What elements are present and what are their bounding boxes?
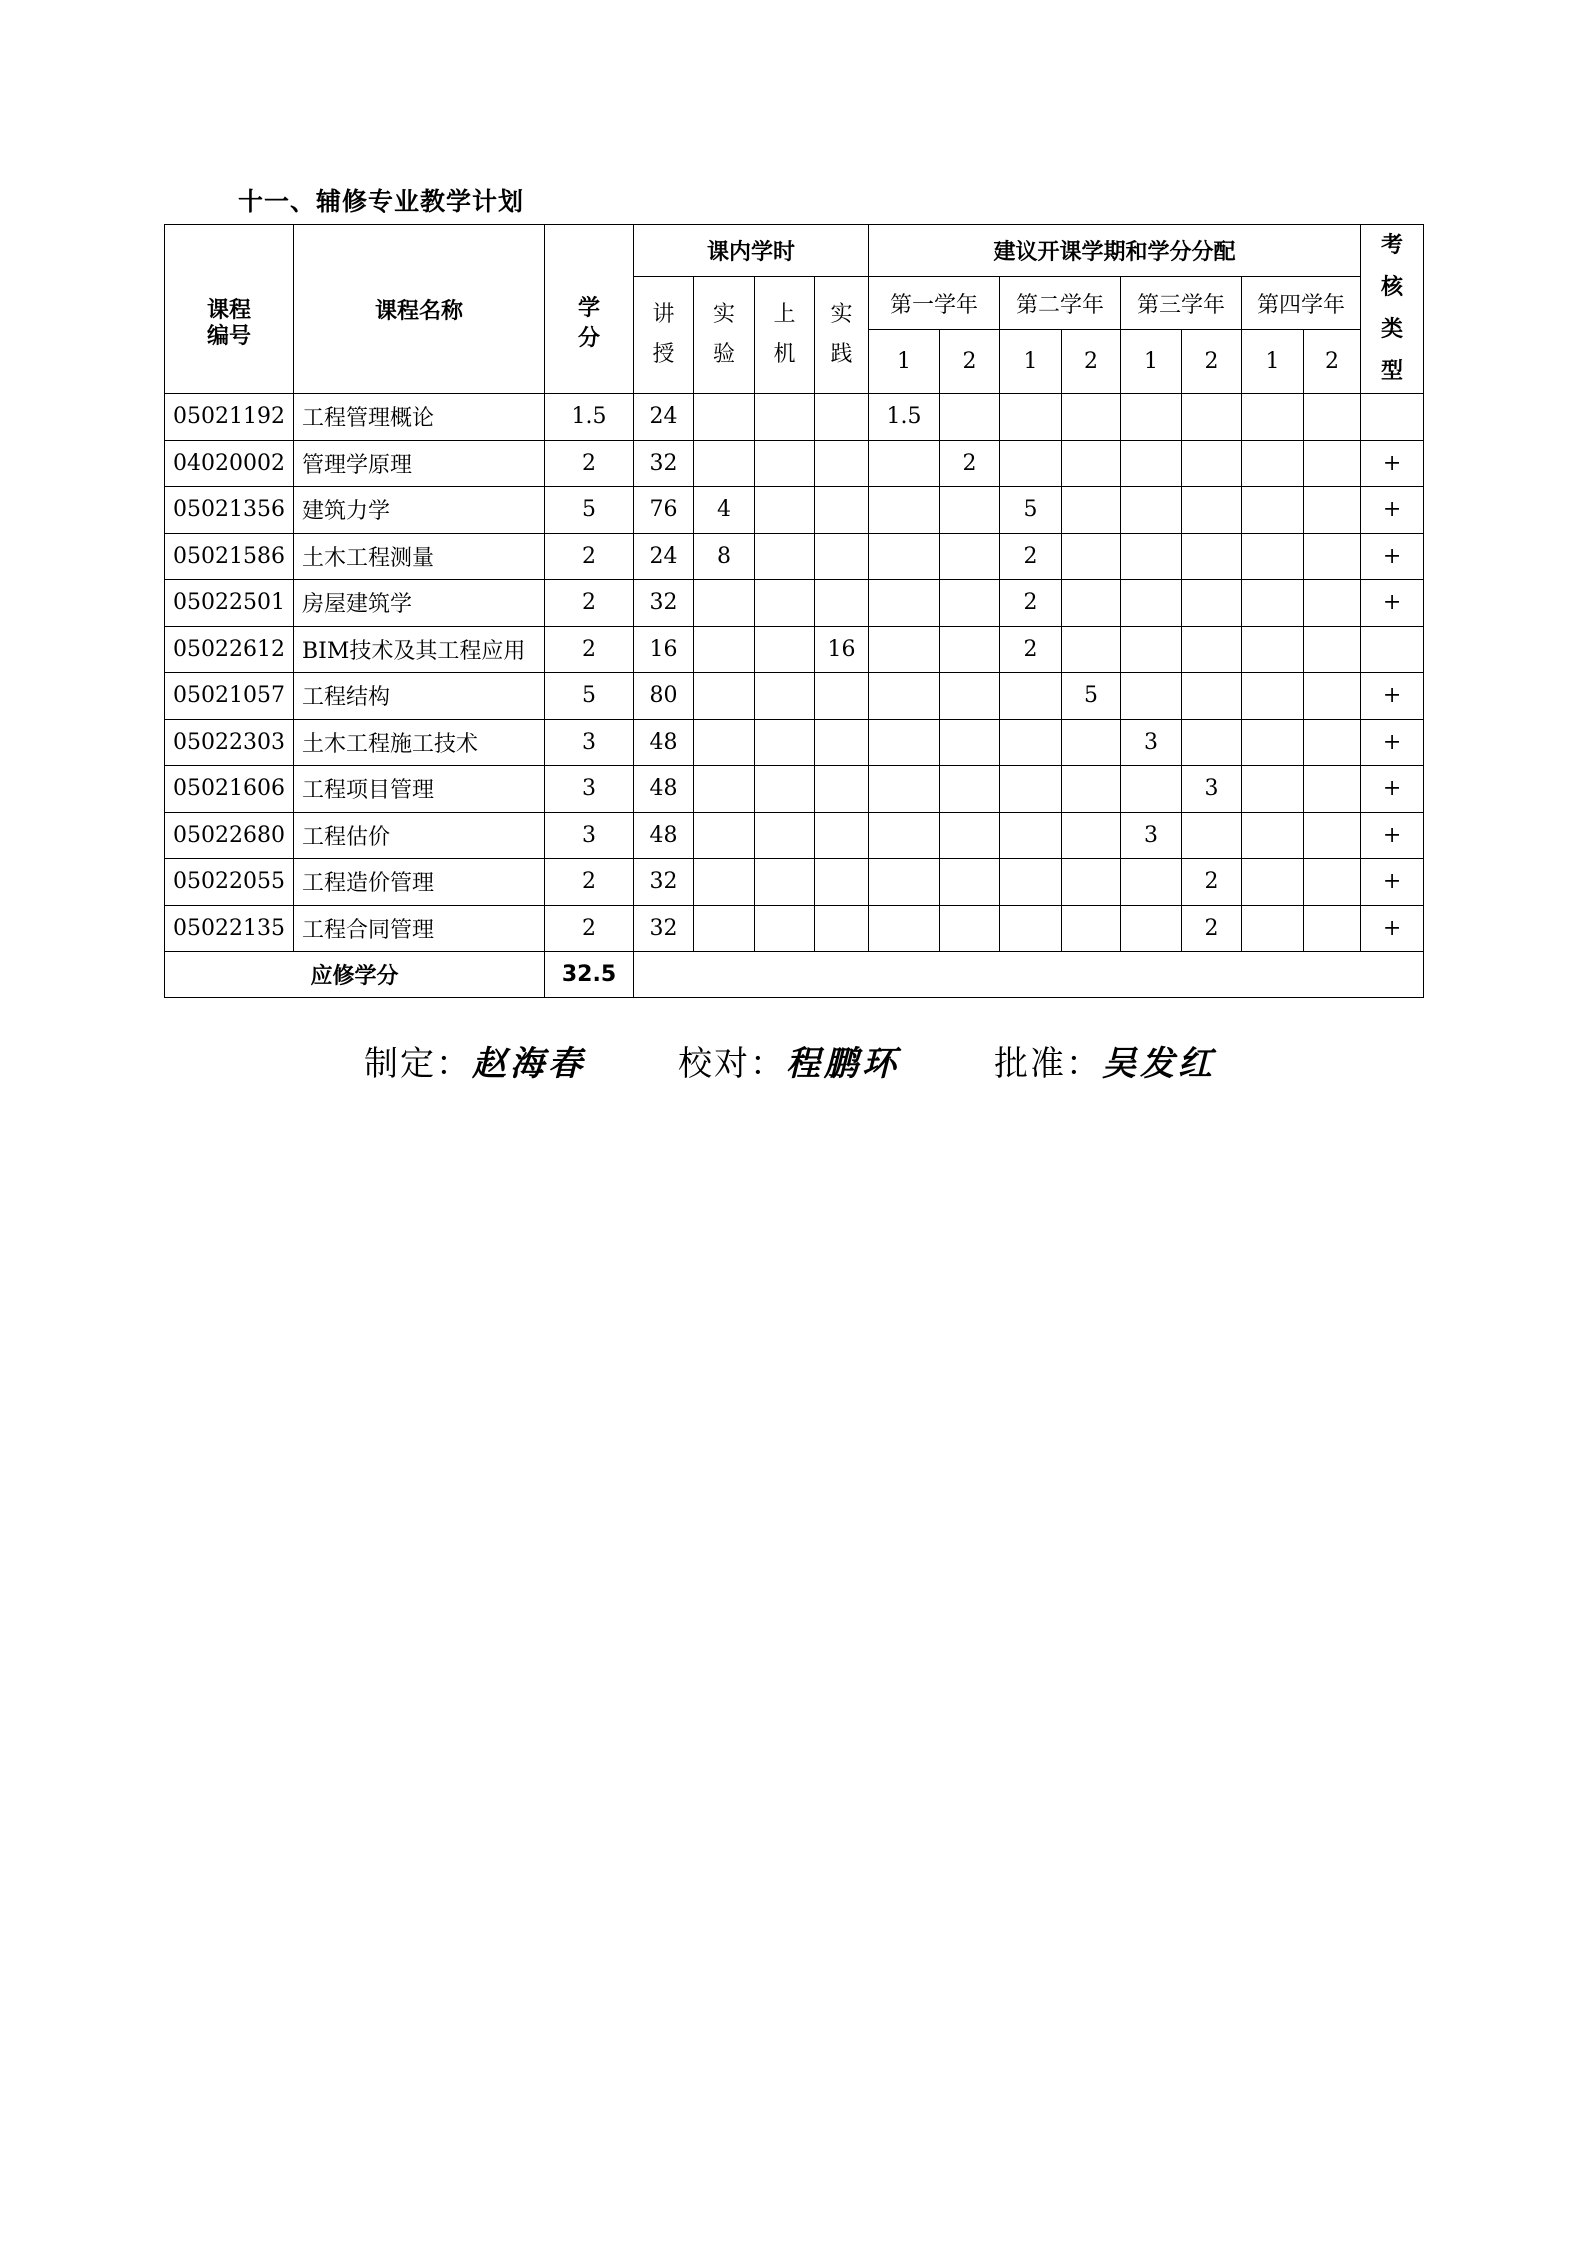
header-computer xyxy=(755,277,815,394)
credit-cell: 5 xyxy=(545,487,634,534)
credit-cell: 3 xyxy=(545,766,634,813)
header-y1-s1: 1 xyxy=(869,330,940,394)
semester-credit-cell xyxy=(1242,719,1304,766)
exam-type-cell: + xyxy=(1361,859,1424,906)
exam-type-cell: + xyxy=(1361,440,1424,487)
semester-credit-cell: 5 xyxy=(1000,487,1062,534)
table-row xyxy=(165,440,1424,487)
semester-credit-cell xyxy=(1121,487,1182,534)
semester-credit-cell xyxy=(940,905,1000,952)
practice-hours-cell xyxy=(815,440,869,487)
semester-credit-cell xyxy=(1000,766,1062,813)
semester-credit-cell xyxy=(1062,812,1121,859)
semester-credit-cell: 3 xyxy=(1121,812,1182,859)
semester-credit-cell xyxy=(1121,533,1182,580)
table-row xyxy=(165,812,1424,859)
semester-credit-cell xyxy=(1304,580,1361,627)
header-year2: 第二学年 xyxy=(1000,277,1121,330)
course-name-cell: 土木工程施工技术 xyxy=(294,719,545,766)
exam-type-cell: + xyxy=(1361,533,1424,580)
semester-credit-cell xyxy=(869,626,940,673)
teaching-plan-table xyxy=(164,224,1424,998)
semester-credit-cell xyxy=(1304,533,1361,580)
semester-credit-cell xyxy=(1000,812,1062,859)
course-code-cell: 05022501 xyxy=(165,580,294,627)
course-code-cell: 05022303 xyxy=(165,719,294,766)
semester-credit-cell xyxy=(1062,626,1121,673)
semester-credit-cell xyxy=(1242,533,1304,580)
semester-credit-cell xyxy=(1304,812,1361,859)
computer-hours-cell xyxy=(755,626,815,673)
semester-credit-cell xyxy=(1121,580,1182,627)
semester-credit-cell xyxy=(1062,440,1121,487)
computer-hours-cell xyxy=(755,812,815,859)
credit-cell: 2 xyxy=(545,905,634,952)
course-name-cell: 工程造价管理 xyxy=(294,859,545,906)
practice-hours-cell xyxy=(815,487,869,534)
semester-credit-cell xyxy=(1121,905,1182,952)
lecture-hours-cell: 76 xyxy=(634,487,694,534)
header-hours: 课内学时 xyxy=(634,225,869,277)
header-year4: 第四学年 xyxy=(1242,277,1361,330)
practice-hours-cell xyxy=(815,905,869,952)
header-credit-l1: 学 xyxy=(577,296,600,321)
lecture-hours-cell: 24 xyxy=(634,533,694,580)
header-computer-text: 上机 xyxy=(773,302,796,367)
exam-type-cell: + xyxy=(1361,719,1424,766)
semester-credit-cell xyxy=(1182,440,1242,487)
semester-credit-cell xyxy=(869,859,940,906)
table-row xyxy=(165,673,1424,720)
course-code-cell: 05021586 xyxy=(165,533,294,580)
exam-type-cell: + xyxy=(1361,766,1424,813)
experiment-hours-cell xyxy=(694,626,755,673)
semester-credit-cell xyxy=(1242,905,1304,952)
practice-hours-cell xyxy=(815,859,869,906)
semester-credit-cell xyxy=(1304,905,1361,952)
checked-label: 校对： xyxy=(678,1044,786,1084)
lecture-hours-cell: 48 xyxy=(634,812,694,859)
semester-credit-cell: 2 xyxy=(1000,580,1062,627)
header-y2-s1: 1 xyxy=(1000,330,1062,394)
header-experiment xyxy=(694,277,755,394)
semester-credit-cell xyxy=(1121,673,1182,720)
table-row xyxy=(165,719,1424,766)
practice-hours-cell xyxy=(815,533,869,580)
course-code-cell: 04020002 xyxy=(165,440,294,487)
semester-credit-cell xyxy=(1121,766,1182,813)
semester-credit-cell xyxy=(1242,487,1304,534)
semester-credit-cell xyxy=(869,812,940,859)
semester-credit-cell xyxy=(1062,905,1121,952)
header-year3: 第三学年 xyxy=(1121,277,1242,330)
exam-type-cell: + xyxy=(1361,580,1424,627)
semester-credit-cell xyxy=(869,719,940,766)
practice-hours-cell xyxy=(815,812,869,859)
practice-hours-cell xyxy=(815,673,869,720)
semester-credit-cell xyxy=(869,580,940,627)
experiment-hours-cell xyxy=(694,766,755,813)
lecture-hours-cell: 32 xyxy=(634,905,694,952)
semester-credit-cell xyxy=(1242,859,1304,906)
semester-credit-cell xyxy=(940,766,1000,813)
semester-credit-cell xyxy=(940,859,1000,906)
course-name-cell: 管理学原理 xyxy=(294,440,545,487)
credit-cell: 2 xyxy=(545,626,634,673)
table-row xyxy=(165,905,1424,952)
signature-line xyxy=(364,1036,1216,1085)
header-course-code-l1: 课程 xyxy=(206,298,251,323)
semester-credit-cell: 3 xyxy=(1182,766,1242,813)
header-row-1 xyxy=(165,225,1424,277)
semester-credit-cell xyxy=(1242,580,1304,627)
semester-credit-cell xyxy=(1242,766,1304,813)
course-name-cell: 工程合同管理 xyxy=(294,905,545,952)
course-name-cell: 土木工程测量 xyxy=(294,533,545,580)
semester-credit-cell xyxy=(940,673,1000,720)
semester-credit-cell xyxy=(1182,487,1242,534)
course-code-cell: 05022680 xyxy=(165,812,294,859)
semester-credit-cell xyxy=(1304,487,1361,534)
semester-credit-cell xyxy=(1182,533,1242,580)
lecture-hours-cell: 24 xyxy=(634,394,694,441)
experiment-hours-cell xyxy=(694,812,755,859)
semester-credit-cell xyxy=(1242,394,1304,441)
computer-hours-cell xyxy=(755,580,815,627)
credit-cell: 2 xyxy=(545,533,634,580)
semester-credit-cell: 2 xyxy=(1000,626,1062,673)
semester-credit-cell xyxy=(1000,859,1062,906)
lecture-hours-cell: 48 xyxy=(634,719,694,766)
lecture-hours-cell: 16 xyxy=(634,626,694,673)
total-value: 32.5 xyxy=(545,952,634,998)
table-row xyxy=(165,626,1424,673)
semester-credit-cell xyxy=(940,394,1000,441)
practice-hours-cell xyxy=(815,580,869,627)
semester-credit-cell xyxy=(1062,487,1121,534)
prepared-name: 赵海春 xyxy=(472,1044,586,1084)
semester-credit-cell xyxy=(1182,626,1242,673)
approved-name: 吴发红 xyxy=(1102,1044,1216,1084)
semester-credit-cell xyxy=(1182,719,1242,766)
lecture-hours-cell: 80 xyxy=(634,673,694,720)
approved-label: 批准： xyxy=(994,1044,1102,1084)
semester-credit-cell xyxy=(1062,859,1121,906)
computer-hours-cell xyxy=(755,394,815,441)
header-exam-type xyxy=(1361,225,1424,394)
lecture-hours-cell: 48 xyxy=(634,766,694,813)
semester-credit-cell xyxy=(1121,440,1182,487)
header-y1-s2: 2 xyxy=(940,330,1000,394)
prepared-label: 制定： xyxy=(364,1044,472,1084)
semester-credit-cell xyxy=(869,487,940,534)
semester-credit-cell xyxy=(1304,394,1361,441)
semester-credit-cell xyxy=(1242,626,1304,673)
course-name-cell: BIM技术及其工程应用 xyxy=(294,626,545,673)
header-practice-text: 实践 xyxy=(830,302,853,367)
table-row xyxy=(165,859,1424,906)
semester-credit-cell: 2 xyxy=(1000,533,1062,580)
experiment-hours-cell xyxy=(694,440,755,487)
header-course-name: 课程名称 xyxy=(294,225,545,394)
experiment-hours-cell: 4 xyxy=(694,487,755,534)
header-lecture-text: 讲授 xyxy=(652,302,675,367)
semester-credit-cell xyxy=(869,673,940,720)
computer-hours-cell xyxy=(755,905,815,952)
computer-hours-cell xyxy=(755,487,815,534)
exam-type-cell: + xyxy=(1361,905,1424,952)
course-code-cell: 05021606 xyxy=(165,766,294,813)
experiment-hours-cell xyxy=(694,719,755,766)
semester-credit-cell xyxy=(1062,394,1121,441)
header-schedule: 建议开课学期和学分分配 xyxy=(869,225,1361,277)
semester-credit-cell xyxy=(940,487,1000,534)
header-y4-s1: 1 xyxy=(1242,330,1304,394)
header-exam-type-text: 考核类型 xyxy=(1381,233,1404,384)
course-code-cell: 05021057 xyxy=(165,673,294,720)
semester-credit-cell: 2 xyxy=(1182,905,1242,952)
semester-credit-cell xyxy=(869,533,940,580)
semester-credit-cell xyxy=(1000,719,1062,766)
semester-credit-cell xyxy=(1242,812,1304,859)
experiment-hours-cell xyxy=(694,905,755,952)
checked-name: 程鹏环 xyxy=(786,1044,900,1084)
course-code-cell: 05021356 xyxy=(165,487,294,534)
semester-credit-cell: 3 xyxy=(1121,719,1182,766)
experiment-hours-cell xyxy=(694,394,755,441)
semester-credit-cell xyxy=(1304,719,1361,766)
table-row xyxy=(165,580,1424,627)
semester-credit-cell xyxy=(940,533,1000,580)
semester-credit-cell xyxy=(1182,812,1242,859)
computer-hours-cell xyxy=(755,673,815,720)
semester-credit-cell xyxy=(1000,440,1062,487)
practice-hours-cell xyxy=(815,394,869,441)
semester-credit-cell xyxy=(1121,626,1182,673)
course-code-cell: 05022612 xyxy=(165,626,294,673)
header-practice xyxy=(815,277,869,394)
exam-type-cell xyxy=(1361,394,1424,441)
semester-credit-cell xyxy=(1121,859,1182,906)
header-course-code: 课程 编号 xyxy=(165,225,294,394)
semester-credit-cell xyxy=(1304,626,1361,673)
exam-type-cell: + xyxy=(1361,487,1424,534)
semester-credit-cell xyxy=(940,626,1000,673)
exam-type-cell: + xyxy=(1361,812,1424,859)
section-title: 十一、辅修专业教学计划 xyxy=(238,187,525,216)
semester-credit-cell xyxy=(1182,394,1242,441)
semester-credit-cell: 1.5 xyxy=(869,394,940,441)
semester-credit-cell: 5 xyxy=(1062,673,1121,720)
course-name-cell: 建筑力学 xyxy=(294,487,545,534)
credit-cell: 2 xyxy=(545,580,634,627)
semester-credit-cell xyxy=(1062,580,1121,627)
lecture-hours-cell: 32 xyxy=(634,440,694,487)
header-y3-s2: 2 xyxy=(1182,330,1242,394)
semester-credit-cell xyxy=(869,440,940,487)
course-name-cell: 工程估价 xyxy=(294,812,545,859)
practice-hours-cell xyxy=(815,719,869,766)
semester-credit-cell xyxy=(1000,905,1062,952)
credit-cell: 3 xyxy=(545,719,634,766)
course-name-cell: 工程项目管理 xyxy=(294,766,545,813)
computer-hours-cell xyxy=(755,719,815,766)
semester-credit-cell xyxy=(1304,859,1361,906)
course-code-cell: 05021192 xyxy=(165,394,294,441)
semester-credit-cell xyxy=(869,766,940,813)
header-year1: 第一学年 xyxy=(869,277,1000,330)
course-code-cell: 05022135 xyxy=(165,905,294,952)
table-row xyxy=(165,487,1424,534)
semester-credit-cell xyxy=(1062,766,1121,813)
experiment-hours-cell xyxy=(694,580,755,627)
semester-credit-cell xyxy=(940,812,1000,859)
semester-credit-cell xyxy=(869,905,940,952)
total-row xyxy=(165,952,1424,998)
semester-credit-cell xyxy=(1242,440,1304,487)
credit-cell: 2 xyxy=(545,440,634,487)
course-name-cell: 工程管理概论 xyxy=(294,394,545,441)
total-empty xyxy=(634,952,1424,998)
semester-credit-cell: 2 xyxy=(940,440,1000,487)
table-row xyxy=(165,394,1424,441)
semester-credit-cell xyxy=(1062,719,1121,766)
practice-hours-cell xyxy=(815,766,869,813)
semester-credit-cell xyxy=(1121,394,1182,441)
header-experiment-text: 实验 xyxy=(712,302,735,367)
semester-credit-cell xyxy=(1062,533,1121,580)
course-code-cell: 05022055 xyxy=(165,859,294,906)
semester-credit-cell: 2 xyxy=(1182,859,1242,906)
total-label: 应修学分 xyxy=(165,952,545,998)
header-y2-s2: 2 xyxy=(1062,330,1121,394)
exam-type-cell: + xyxy=(1361,673,1424,720)
semester-credit-cell xyxy=(940,719,1000,766)
lecture-hours-cell: 32 xyxy=(634,580,694,627)
computer-hours-cell xyxy=(755,766,815,813)
computer-hours-cell xyxy=(755,859,815,906)
exam-type-cell xyxy=(1361,626,1424,673)
semester-credit-cell xyxy=(1242,673,1304,720)
course-name-cell: 房屋建筑学 xyxy=(294,580,545,627)
experiment-hours-cell: 8 xyxy=(694,533,755,580)
credit-cell: 3 xyxy=(545,812,634,859)
credit-cell: 1.5 xyxy=(545,394,634,441)
semester-credit-cell xyxy=(1304,440,1361,487)
experiment-hours-cell xyxy=(694,673,755,720)
header-lecture xyxy=(634,277,694,394)
semester-credit-cell xyxy=(1304,766,1361,813)
semester-credit-cell xyxy=(1000,394,1062,441)
experiment-hours-cell xyxy=(694,859,755,906)
semester-credit-cell xyxy=(1304,673,1361,720)
table-row xyxy=(165,766,1424,813)
course-name-cell: 工程结构 xyxy=(294,673,545,720)
header-y4-s2: 2 xyxy=(1304,330,1361,394)
computer-hours-cell xyxy=(755,440,815,487)
computer-hours-cell xyxy=(755,533,815,580)
semester-credit-cell xyxy=(1182,673,1242,720)
practice-hours-cell: 16 xyxy=(815,626,869,673)
header-y3-s1: 1 xyxy=(1121,330,1182,394)
semester-credit-cell xyxy=(1182,580,1242,627)
credit-cell: 2 xyxy=(545,859,634,906)
semester-credit-cell xyxy=(940,580,1000,627)
header-credit: 学 分 xyxy=(545,225,634,394)
table-row xyxy=(165,533,1424,580)
credit-cell: 5 xyxy=(545,673,634,720)
lecture-hours-cell: 32 xyxy=(634,859,694,906)
semester-credit-cell xyxy=(1000,673,1062,720)
